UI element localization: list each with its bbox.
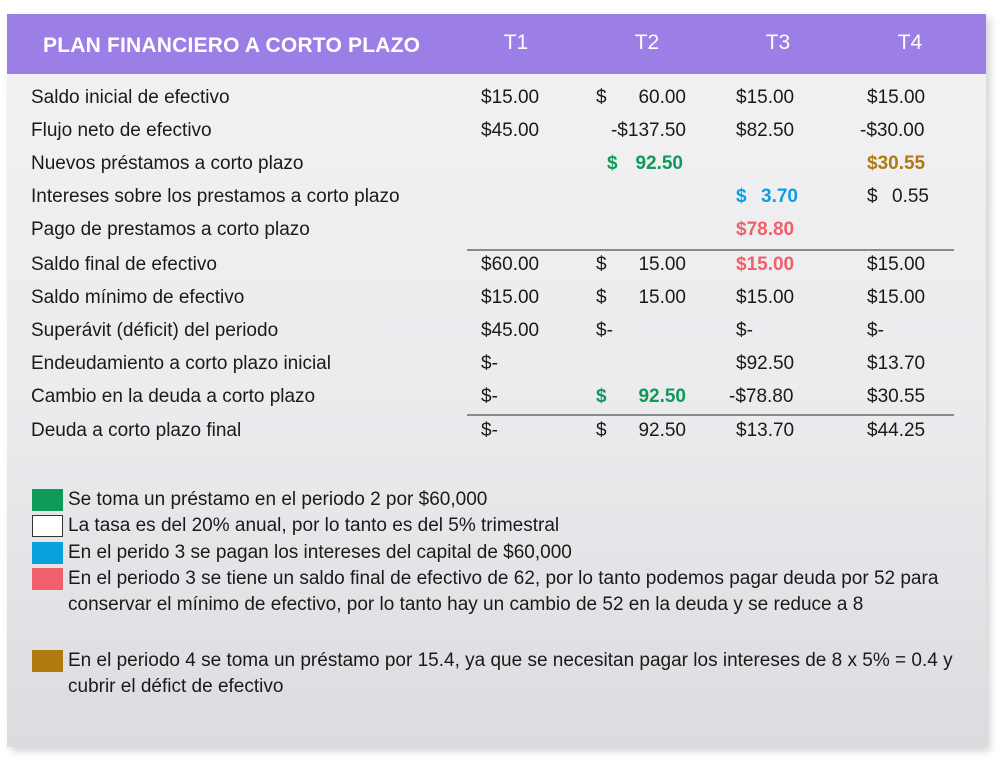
cell-t4: $15.00 xyxy=(867,254,926,275)
table-row: Saldo mínimo de efectivo $15.00 $ 15.00 $15.00 $15.00 xyxy=(31,287,926,308)
cell-t4: $13.70 xyxy=(867,353,926,374)
brown-swatch-icon xyxy=(32,650,63,672)
table-row: Nuevos préstamos a corto plazo $ 92.50 $30.55 xyxy=(31,153,926,174)
cell-t4: $44.25 xyxy=(867,420,926,441)
table-row xyxy=(7,318,986,351)
row-label: Saldo inicial de efectivo xyxy=(31,87,230,108)
column-header-t2: T2 xyxy=(634,31,660,54)
cell-t1: $15.00 xyxy=(481,87,540,108)
column-header-t3: T3 xyxy=(765,31,791,54)
cell-t3: $82.50 xyxy=(736,120,795,141)
cell-t3: $15.00 xyxy=(736,287,795,308)
green-swatch-icon xyxy=(32,489,63,511)
table-row: Flujo neto de efectivo $45.00 -$137.50 $82.50 -$30.00 xyxy=(31,120,925,141)
cell-t1: $45.00 xyxy=(481,320,540,341)
cell-t2: $- xyxy=(596,320,613,341)
table-row: Deuda a corto plazo final $- $ 92.50 $13.70 $44.25 xyxy=(31,420,926,441)
row-label: Pago de prestamos a corto plazo xyxy=(31,219,310,240)
cell-t1: $60.00 xyxy=(481,254,540,275)
white-swatch-icon xyxy=(32,515,63,537)
financial-plan-card: PLAN FINANCIERO A CORTO PLAZO T1 T2 T3 T4 Saldo inicial de efectivo $15.00 $ 60.00 $15.00 $15.00 Flujo neto de efectivo $45.00 -$137.50 $82.50 -$30.00 Nuevos préstamos a corto plazo $ 92.50 $30.55 Intereses sobre los prestamos a corto plazo $ 3.70 $ 0.55 Pago de prestamos a corto plazo $78.80 Saldo final de efectivo $60.00 $ 15.00 $15.00 $15.00 Saldo mínimo de efectivo $15.00 $ 15.00 $15.00 $15.00 Superávit (déficit) del periodo $45.00 $- $- $- Endeudamiento a corto plazo inicial $- $92.50 $13.70 Cambio en la deuda a corto plazo $- $ 92.50 -$78.80 $30.55 Deuda a corto plazo final $- $ 92.50 $13.70 $44.25 Se toma un préstamo en el periodo 2 por $60,000 La tasa es del 20% anual, por lo tanto es del 5% trimestral En el perido 3 se pagan los intereses del capital de $60,000 En el periodo 3 se tiene un saldo final de efectivo de 62, por lo tanto podemos pagar deuda por 52 para conservar el mínimo de efectivo, por lo tanto hay un cambio de 52 en la deuda y se reduce a 8 En el periodo 4 se toma un préstamo por 15.4, ya que se necesitan pagar los intereses de 8 x 5% = 0.4 y cubrir el défict de efectivo xyxy=(7,14,986,747)
cell-t1: $15.00 xyxy=(481,287,540,308)
row-label: Flujo neto de efectivo xyxy=(31,120,212,141)
cell-t3: $15.00 xyxy=(736,254,795,275)
row-label: Intereses sobre los prestamos a corto plazo xyxy=(31,186,400,207)
row-label: Saldo mínimo de efectivo xyxy=(31,287,245,308)
cell-t4: $15.00 xyxy=(867,87,926,108)
row-label: Saldo final de efectivo xyxy=(31,254,217,275)
page-title: PLAN FINANCIERO A CORTO PLAZO xyxy=(43,34,421,57)
subtotal-divider xyxy=(467,249,954,251)
table-header xyxy=(7,14,986,74)
table-row: Saldo final de efectivo $60.00 $ 15.00 $15.00 $15.00 xyxy=(31,254,926,275)
row-label: Endeudamiento a corto plazo inicial xyxy=(31,353,331,374)
column-header-t1: T1 xyxy=(503,31,529,54)
cell-t4: -$30.00 xyxy=(860,120,925,141)
table-row: Intereses sobre los prestamos a corto plazo $ 3.70 $ 0.55 xyxy=(31,186,929,207)
cell-t3: $- xyxy=(736,320,753,341)
row-label: Nuevos préstamos a corto plazo xyxy=(31,153,304,174)
cell-t1: $- xyxy=(481,386,498,407)
row-label: Cambio en la deuda a corto plazo xyxy=(31,386,316,407)
cell-t1: $45.00 xyxy=(481,120,540,141)
table-row xyxy=(7,351,986,384)
table-row: Cambio en la deuda a corto plazo $- $ 92.50 -$78.80 $30.55 xyxy=(31,386,926,407)
cell-t1: $- xyxy=(481,353,498,374)
cell-t1: $- xyxy=(481,420,498,441)
cell-t4: $30.55 xyxy=(867,386,926,407)
cell-t3: $92.50 xyxy=(736,353,795,374)
cell-t4: $15.00 xyxy=(867,287,926,308)
row-label: Superávit (déficit) del periodo xyxy=(31,320,279,341)
cell-t4: $30.55 xyxy=(867,153,926,174)
table-row xyxy=(7,217,986,250)
cell-t3: -$78.80 xyxy=(729,386,794,407)
total-divider xyxy=(467,414,954,416)
row-label: Deuda a corto plazo final xyxy=(31,420,242,441)
red-swatch-icon xyxy=(32,568,63,590)
table-row: Saldo inicial de efectivo $15.00 $ 60.00 $15.00 $15.00 xyxy=(31,87,926,108)
column-header-t4: T4 xyxy=(897,31,923,54)
cell-t4: $- xyxy=(867,320,884,341)
cell-t3: $13.70 xyxy=(736,420,795,441)
blue-swatch-icon xyxy=(32,542,63,564)
cell-t3: $15.00 xyxy=(736,87,795,108)
cell-t3: $78.80 xyxy=(736,219,795,240)
